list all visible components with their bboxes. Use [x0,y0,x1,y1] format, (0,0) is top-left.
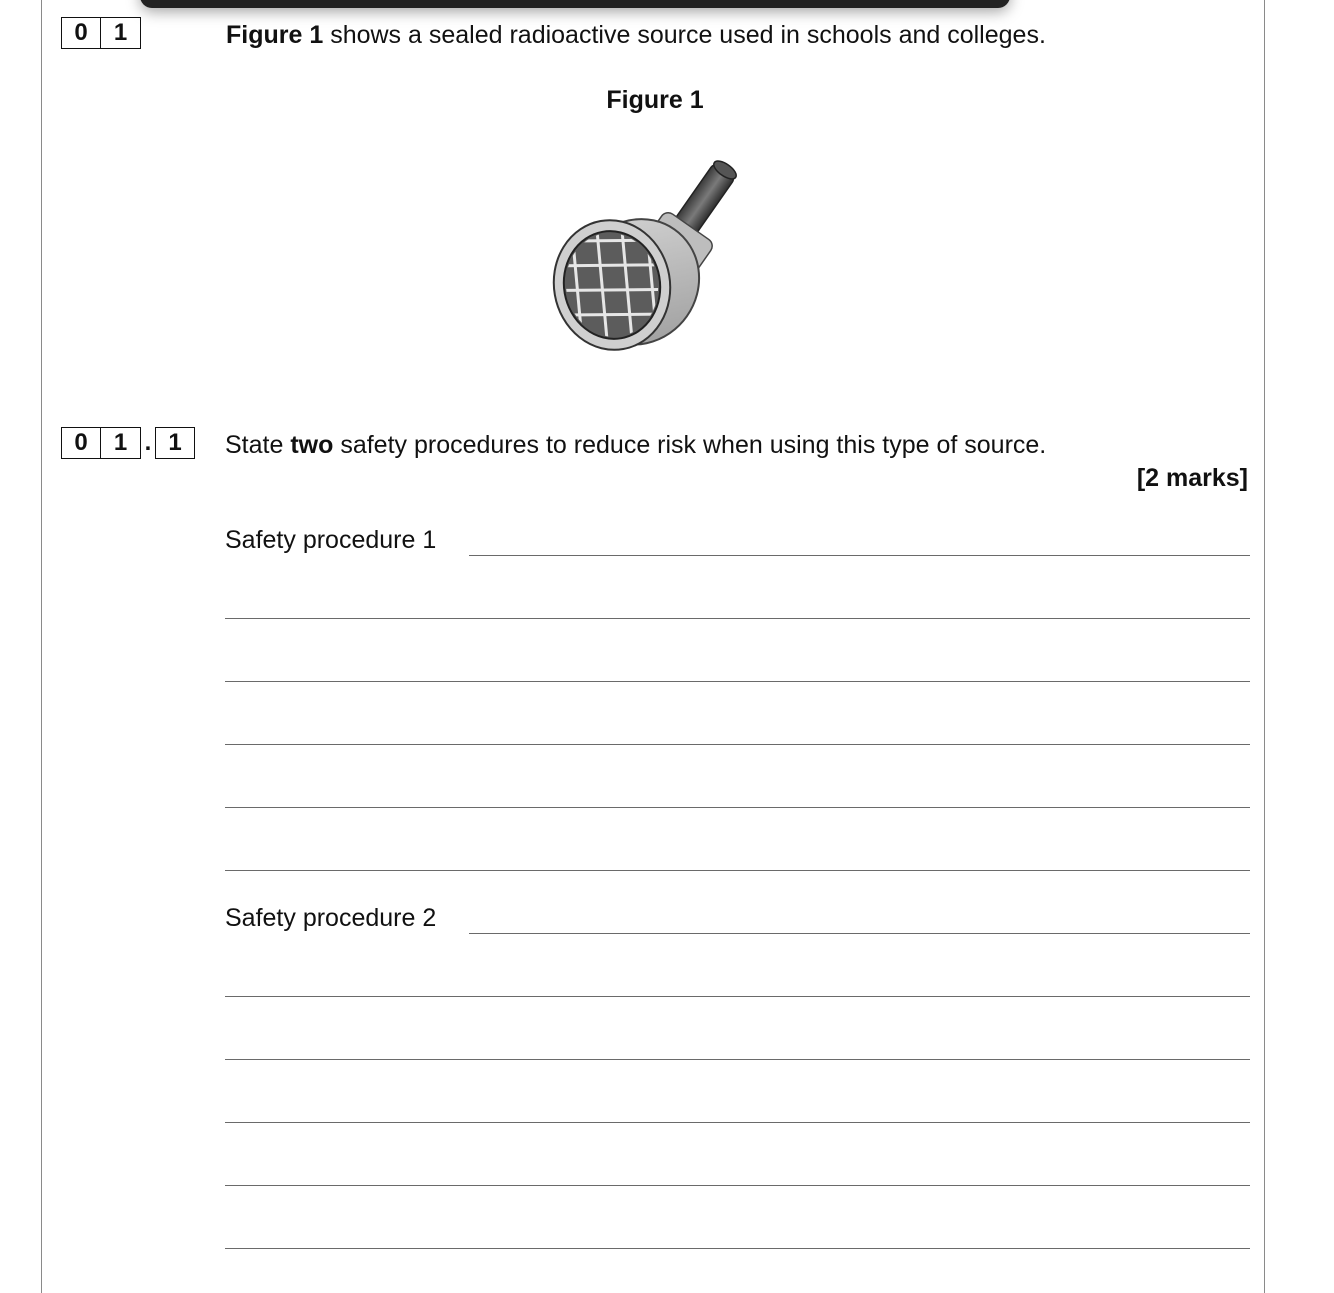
answer-line[interactable] [225,681,1250,682]
number-separator: . [144,429,152,456]
answer-line[interactable] [469,555,1250,556]
answer-line[interactable] [225,807,1250,808]
answer-line[interactable] [225,1059,1250,1060]
answer-line[interactable] [225,1185,1250,1186]
top-toolbar-bar [140,0,1010,8]
sub-question-number-box [61,427,195,459]
answer-line[interactable] [225,1122,1250,1123]
page-edge-left [41,0,42,1293]
question-digit: 1 [101,17,141,49]
question-digit: 0 [61,17,101,49]
sub-question-text-end: safety procedures to reduce risk when using this type of source. [333,431,1047,459]
marks-label: [2 marks] [1136,464,1248,492]
answer-line[interactable] [469,933,1250,934]
sub-question-text-start: State [225,431,291,459]
question-digit: 1 [155,427,195,459]
question-number-box [61,17,141,49]
answer-line[interactable] [225,744,1250,745]
page-edge-right [1264,0,1265,1293]
answer-line[interactable] [225,996,1250,997]
question-digit: 0 [61,427,101,459]
radioactive-source-icon [550,140,770,370]
emphasis-two: two [290,431,334,459]
figure-reference: Figure 1 [226,21,324,49]
figure-title: Figure 1 [606,86,704,114]
sub-question-text [225,431,1046,460]
procedure-1-label: Safety procedure 1 [225,526,437,554]
question-intro [226,21,1046,50]
procedure-2-label: Safety procedure 2 [225,904,437,932]
question-intro-text: shows a sealed radioactive source used in schools and colleges. [323,21,1046,49]
question-digit: 1 [101,427,141,459]
answer-line[interactable] [225,1248,1250,1249]
answer-line[interactable] [225,618,1250,619]
answer-line[interactable] [225,870,1250,871]
